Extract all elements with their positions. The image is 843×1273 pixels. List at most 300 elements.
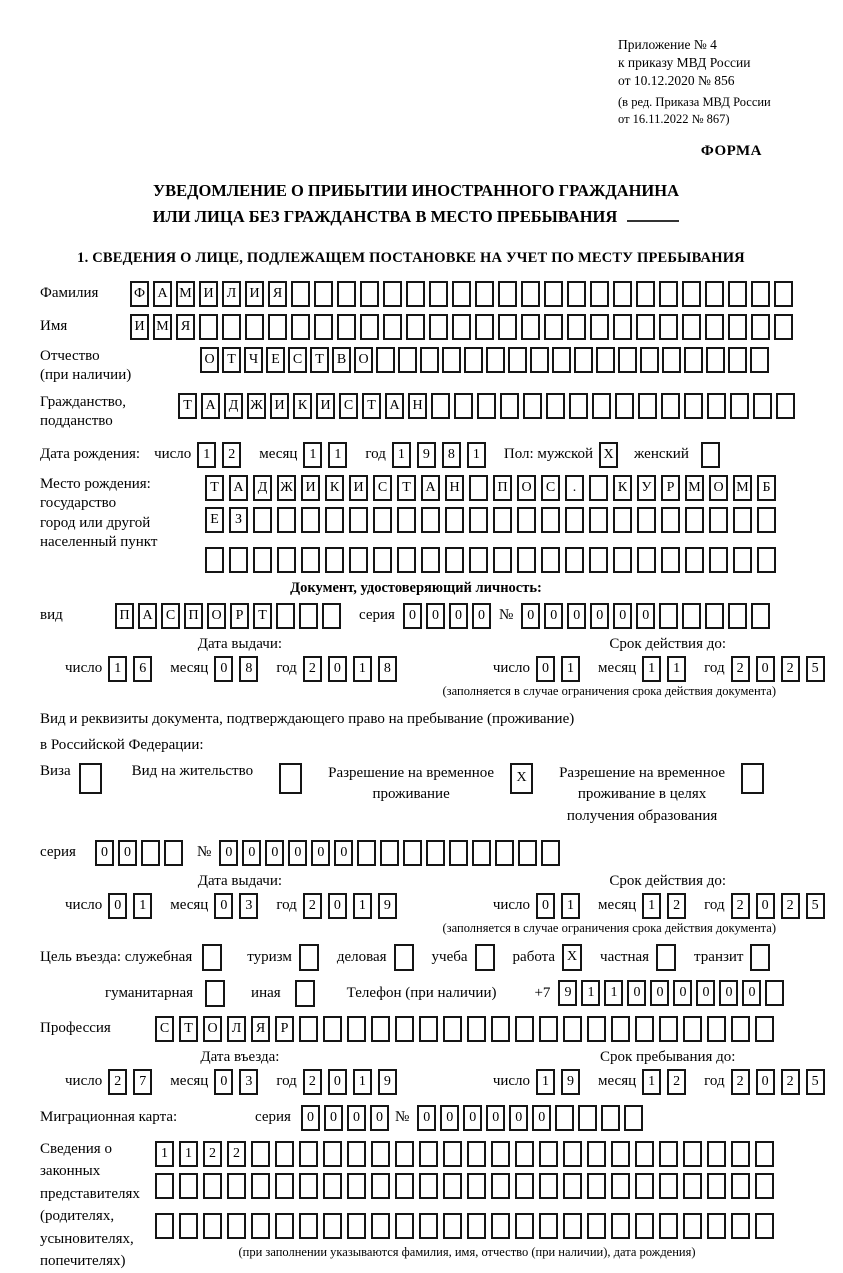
form-cell[interactable] [299, 1213, 318, 1239]
form-cell[interactable]: 1 [604, 980, 623, 1006]
form-cell[interactable] [728, 347, 747, 373]
form-cell[interactable] [469, 475, 488, 501]
form-cell[interactable]: Ч [244, 347, 263, 373]
form-cell[interactable]: О [200, 347, 219, 373]
form-cell[interactable] [517, 507, 536, 533]
form-cell[interactable]: Ж [277, 475, 296, 501]
form-cell[interactable]: О [203, 1016, 222, 1042]
form-cell[interactable] [397, 507, 416, 533]
form-cell[interactable] [741, 763, 764, 794]
form-cell[interactable]: А [229, 475, 248, 501]
form-cell[interactable]: 1 [561, 893, 580, 919]
form-cell[interactable] [539, 1016, 558, 1042]
form-cell[interactable] [656, 944, 676, 971]
form-cell[interactable]: А [385, 393, 404, 419]
form-cell[interactable] [728, 603, 747, 629]
form-cell[interactable]: 0 [472, 603, 491, 629]
form-cell[interactable] [682, 603, 701, 629]
form-cell[interactable] [636, 314, 655, 340]
form-cell[interactable] [751, 603, 770, 629]
form-cell[interactable]: И [316, 393, 335, 419]
form-cell[interactable] [563, 1173, 582, 1199]
form-cell[interactable]: П [184, 603, 203, 629]
form-cell[interactable] [431, 393, 450, 419]
form-cell[interactable] [301, 547, 320, 573]
form-cell[interactable] [299, 1141, 318, 1167]
form-cell[interactable]: 0 [719, 980, 738, 1006]
form-cell[interactable] [541, 507, 560, 533]
form-cell[interactable]: 9 [558, 980, 577, 1006]
form-cell[interactable] [373, 507, 392, 533]
form-cell[interactable]: 1 [179, 1141, 198, 1167]
form-cell[interactable]: 1 [353, 1069, 372, 1095]
form-cell[interactable]: Р [661, 475, 680, 501]
form-cell[interactable] [419, 1173, 438, 1199]
form-cell[interactable]: М [685, 475, 704, 501]
form-cell[interactable]: 3 [239, 893, 258, 919]
form-cell[interactable] [707, 1016, 726, 1042]
form-cell[interactable] [765, 980, 784, 1006]
form-cell[interactable]: 1 [536, 1069, 555, 1095]
form-cell[interactable] [684, 347, 703, 373]
form-cell[interactable] [406, 314, 425, 340]
form-cell[interactable] [730, 393, 749, 419]
form-cell[interactable]: 8 [442, 442, 461, 468]
form-cell[interactable] [349, 507, 368, 533]
form-cell[interactable] [539, 1213, 558, 1239]
form-cell[interactable] [325, 547, 344, 573]
form-cell[interactable] [613, 507, 632, 533]
form-cell[interactable]: М [176, 281, 195, 307]
form-cell[interactable] [164, 840, 183, 866]
form-cell[interactable]: 2 [303, 656, 322, 682]
form-cell[interactable] [251, 1213, 270, 1239]
form-cell[interactable] [202, 944, 222, 971]
form-cell[interactable]: 0 [544, 603, 563, 629]
form-cell[interactable] [376, 347, 395, 373]
form-cell[interactable]: Т [178, 393, 197, 419]
form-cell[interactable] [277, 547, 296, 573]
form-cell[interactable]: 7 [133, 1069, 152, 1095]
form-cell[interactable]: А [201, 393, 220, 419]
form-cell[interactable] [445, 547, 464, 573]
form-cell[interactable]: 1 [133, 893, 152, 919]
form-cell[interactable] [395, 1173, 414, 1199]
form-cell[interactable] [464, 347, 483, 373]
form-cell[interactable] [555, 1105, 574, 1131]
form-cell[interactable]: В [332, 347, 351, 373]
form-cell[interactable]: 0 [214, 1069, 233, 1095]
form-cell[interactable] [357, 840, 376, 866]
form-cell[interactable]: 1 [642, 893, 661, 919]
form-cell[interactable] [380, 840, 399, 866]
form-cell[interactable]: 1 [667, 656, 686, 682]
form-cell[interactable] [291, 281, 310, 307]
form-cell[interactable] [774, 314, 793, 340]
form-cell[interactable]: 0 [650, 980, 669, 1006]
form-cell[interactable] [544, 314, 563, 340]
form-cell[interactable] [521, 314, 540, 340]
form-cell[interactable] [373, 547, 392, 573]
form-cell[interactable] [493, 507, 512, 533]
form-cell[interactable]: 5 [806, 656, 825, 682]
form-cell[interactable]: 0 [328, 1069, 347, 1095]
form-cell[interactable]: 0 [214, 893, 233, 919]
form-cell[interactable] [323, 1141, 342, 1167]
form-cell[interactable] [661, 507, 680, 533]
form-cell[interactable] [637, 547, 656, 573]
form-cell[interactable]: З [229, 507, 248, 533]
form-cell[interactable] [179, 1173, 198, 1199]
form-cell[interactable] [705, 603, 724, 629]
form-cell[interactable]: Я [268, 281, 287, 307]
form-cell[interactable] [707, 1141, 726, 1167]
form-cell[interactable]: 1 [467, 442, 486, 468]
form-cell[interactable]: Н [408, 393, 427, 419]
form-cell[interactable] [275, 1141, 294, 1167]
form-cell[interactable] [275, 1213, 294, 1239]
form-cell[interactable] [276, 603, 295, 629]
form-cell[interactable]: С [541, 475, 560, 501]
form-cell[interactable] [203, 1173, 222, 1199]
form-cell[interactable] [589, 507, 608, 533]
form-cell[interactable] [469, 507, 488, 533]
form-cell[interactable] [268, 314, 287, 340]
form-cell[interactable] [755, 1016, 774, 1042]
form-cell[interactable] [429, 314, 448, 340]
form-cell[interactable]: 0 [118, 840, 137, 866]
form-cell[interactable]: 0 [214, 656, 233, 682]
form-cell[interactable]: 1 [197, 442, 216, 468]
form-cell[interactable] [491, 1213, 510, 1239]
form-cell[interactable]: 0 [324, 1105, 343, 1131]
form-cell[interactable] [498, 281, 517, 307]
form-cell[interactable]: 9 [378, 1069, 397, 1095]
form-cell[interactable] [79, 763, 102, 794]
form-cell[interactable] [544, 281, 563, 307]
form-cell[interactable]: К [325, 475, 344, 501]
form-cell[interactable]: Е [205, 507, 224, 533]
form-cell[interactable] [360, 314, 379, 340]
form-cell[interactable] [589, 475, 608, 501]
form-cell[interactable] [683, 1213, 702, 1239]
form-cell[interactable]: 2 [731, 656, 750, 682]
form-cell[interactable] [395, 1141, 414, 1167]
form-cell[interactable] [227, 1173, 246, 1199]
form-cell[interactable]: 0 [756, 1069, 775, 1095]
form-cell[interactable] [467, 1016, 486, 1042]
form-cell[interactable] [179, 1213, 198, 1239]
form-cell[interactable]: С [373, 475, 392, 501]
form-cell[interactable]: 0 [426, 603, 445, 629]
form-cell[interactable]: Л [227, 1016, 246, 1042]
form-cell[interactable] [755, 1173, 774, 1199]
form-cell[interactable]: И [301, 475, 320, 501]
form-cell[interactable]: 1 [155, 1141, 174, 1167]
form-cell[interactable] [590, 281, 609, 307]
form-cell[interactable] [141, 840, 160, 866]
form-cell[interactable] [323, 1173, 342, 1199]
form-cell[interactable]: Ж [247, 393, 266, 419]
form-cell[interactable] [659, 1141, 678, 1167]
form-cell[interactable] [733, 507, 752, 533]
form-cell[interactable]: Д [253, 475, 272, 501]
form-cell[interactable] [757, 547, 776, 573]
form-cell[interactable] [360, 281, 379, 307]
form-cell[interactable]: А [138, 603, 157, 629]
form-cell[interactable] [277, 507, 296, 533]
form-cell[interactable]: X [562, 944, 582, 971]
form-cell[interactable] [705, 314, 724, 340]
form-cell[interactable]: И [245, 281, 264, 307]
form-cell[interactable] [750, 347, 769, 373]
form-cell[interactable] [569, 393, 588, 419]
form-cell[interactable] [515, 1141, 534, 1167]
form-cell[interactable] [301, 507, 320, 533]
form-cell[interactable] [395, 1016, 414, 1042]
form-cell[interactable]: 1 [642, 1069, 661, 1095]
form-cell[interactable] [299, 603, 318, 629]
form-cell[interactable] [291, 314, 310, 340]
form-cell[interactable]: 1 [642, 656, 661, 682]
form-cell[interactable] [733, 547, 752, 573]
form-cell[interactable]: И [199, 281, 218, 307]
form-cell[interactable] [728, 314, 747, 340]
form-cell[interactable] [429, 281, 448, 307]
form-cell[interactable] [563, 1016, 582, 1042]
form-cell[interactable]: 2 [222, 442, 241, 468]
form-cell[interactable]: 0 [590, 603, 609, 629]
form-cell[interactable] [755, 1213, 774, 1239]
form-cell[interactable] [709, 507, 728, 533]
form-cell[interactable]: Т [179, 1016, 198, 1042]
form-cell[interactable] [618, 347, 637, 373]
form-cell[interactable] [757, 507, 776, 533]
form-cell[interactable] [567, 281, 586, 307]
form-cell[interactable]: С [161, 603, 180, 629]
form-cell[interactable] [426, 840, 445, 866]
form-cell[interactable]: 1 [392, 442, 411, 468]
form-cell[interactable] [394, 944, 414, 971]
form-cell[interactable] [203, 1213, 222, 1239]
form-cell[interactable]: Т [362, 393, 381, 419]
form-cell[interactable]: 0 [449, 603, 468, 629]
form-cell[interactable] [443, 1141, 462, 1167]
form-cell[interactable]: 2 [203, 1141, 222, 1167]
form-cell[interactable] [539, 1173, 558, 1199]
form-cell[interactable] [299, 1016, 318, 1042]
form-cell[interactable]: Д [224, 393, 243, 419]
form-cell[interactable]: . [565, 475, 584, 501]
form-cell[interactable] [371, 1141, 390, 1167]
form-cell[interactable] [421, 507, 440, 533]
form-cell[interactable] [443, 1016, 462, 1042]
form-cell[interactable]: 0 [219, 840, 238, 866]
form-cell[interactable] [611, 1173, 630, 1199]
form-cell[interactable] [635, 1016, 654, 1042]
form-cell[interactable] [683, 1141, 702, 1167]
form-cell[interactable] [701, 442, 720, 468]
form-cell[interactable]: Т [397, 475, 416, 501]
form-cell[interactable]: И [270, 393, 289, 419]
form-cell[interactable] [498, 314, 517, 340]
form-cell[interactable] [613, 281, 632, 307]
form-cell[interactable] [452, 314, 471, 340]
form-cell[interactable] [587, 1213, 606, 1239]
form-cell[interactable] [443, 1173, 462, 1199]
form-cell[interactable] [515, 1016, 534, 1042]
form-cell[interactable] [637, 507, 656, 533]
form-cell[interactable]: 0 [463, 1105, 482, 1131]
form-cell[interactable]: С [339, 393, 358, 419]
form-cell[interactable] [493, 547, 512, 573]
form-cell[interactable] [347, 1016, 366, 1042]
form-cell[interactable] [155, 1213, 174, 1239]
form-cell[interactable] [753, 393, 772, 419]
form-cell[interactable]: 2 [303, 893, 322, 919]
form-cell[interactable] [546, 393, 565, 419]
form-cell[interactable] [383, 314, 402, 340]
form-cell[interactable] [611, 1213, 630, 1239]
form-cell[interactable] [596, 347, 615, 373]
form-cell[interactable]: 0 [95, 840, 114, 866]
form-cell[interactable]: 9 [561, 1069, 580, 1095]
form-cell[interactable] [475, 281, 494, 307]
form-cell[interactable] [587, 1173, 606, 1199]
form-cell[interactable] [636, 281, 655, 307]
form-cell[interactable]: 0 [567, 603, 586, 629]
form-cell[interactable]: 1 [353, 893, 372, 919]
form-cell[interactable] [452, 281, 471, 307]
form-cell[interactable]: X [510, 763, 533, 794]
form-cell[interactable] [587, 1016, 606, 1042]
form-cell[interactable]: 6 [133, 656, 152, 682]
form-cell[interactable] [403, 840, 422, 866]
form-cell[interactable]: 0 [288, 840, 307, 866]
form-cell[interactable] [322, 603, 341, 629]
form-cell[interactable] [611, 1141, 630, 1167]
form-cell[interactable]: Я [176, 314, 195, 340]
form-cell[interactable]: Е [266, 347, 285, 373]
form-cell[interactable] [155, 1173, 174, 1199]
form-cell[interactable] [515, 1173, 534, 1199]
form-cell[interactable] [467, 1213, 486, 1239]
form-cell[interactable] [337, 281, 356, 307]
form-cell[interactable] [563, 1141, 582, 1167]
form-cell[interactable] [245, 314, 264, 340]
form-cell[interactable] [323, 1213, 342, 1239]
form-cell[interactable] [398, 347, 417, 373]
form-cell[interactable] [683, 1016, 702, 1042]
form-cell[interactable] [707, 1213, 726, 1239]
form-cell[interactable]: 1 [328, 442, 347, 468]
form-cell[interactable] [371, 1213, 390, 1239]
form-cell[interactable] [205, 980, 225, 1007]
form-cell[interactable]: О [354, 347, 373, 373]
form-cell[interactable]: 1 [353, 656, 372, 682]
form-cell[interactable] [314, 281, 333, 307]
form-cell[interactable]: 2 [667, 893, 686, 919]
form-cell[interactable] [707, 393, 726, 419]
form-cell[interactable]: 0 [370, 1105, 389, 1131]
form-cell[interactable]: 0 [627, 980, 646, 1006]
form-cell[interactable] [590, 314, 609, 340]
form-cell[interactable] [541, 547, 560, 573]
form-cell[interactable] [601, 1105, 620, 1131]
form-cell[interactable] [565, 547, 584, 573]
form-cell[interactable]: С [155, 1016, 174, 1042]
form-cell[interactable] [635, 1141, 654, 1167]
form-cell[interactable] [253, 507, 272, 533]
form-cell[interactable]: Т [253, 603, 272, 629]
form-cell[interactable]: 0 [742, 980, 761, 1006]
form-cell[interactable]: 0 [636, 603, 655, 629]
form-cell[interactable] [706, 347, 725, 373]
form-cell[interactable]: 0 [509, 1105, 528, 1131]
form-cell[interactable] [521, 281, 540, 307]
form-cell[interactable] [421, 547, 440, 573]
form-cell[interactable] [728, 281, 747, 307]
form-cell[interactable] [406, 281, 425, 307]
form-cell[interactable] [685, 507, 704, 533]
form-cell[interactable]: 5 [806, 1069, 825, 1095]
form-cell[interactable]: О [709, 475, 728, 501]
form-cell[interactable] [295, 980, 315, 1007]
form-cell[interactable] [371, 1016, 390, 1042]
form-cell[interactable] [445, 507, 464, 533]
form-cell[interactable] [299, 1173, 318, 1199]
form-cell[interactable] [477, 393, 496, 419]
form-cell[interactable]: 0 [521, 603, 540, 629]
form-cell[interactable] [491, 1141, 510, 1167]
form-cell[interactable]: 0 [311, 840, 330, 866]
form-cell[interactable] [467, 1141, 486, 1167]
form-cell[interactable]: 2 [731, 1069, 750, 1095]
form-cell[interactable] [659, 1213, 678, 1239]
form-cell[interactable] [419, 1141, 438, 1167]
form-cell[interactable]: 0 [334, 840, 353, 866]
form-cell[interactable] [565, 507, 584, 533]
form-cell[interactable] [552, 347, 571, 373]
form-cell[interactable] [751, 314, 770, 340]
form-cell[interactable] [709, 547, 728, 573]
form-cell[interactable] [592, 393, 611, 419]
form-cell[interactable]: М [733, 475, 752, 501]
form-cell[interactable] [589, 547, 608, 573]
form-cell[interactable]: 0 [696, 980, 715, 1006]
form-cell[interactable]: К [613, 475, 632, 501]
form-cell[interactable]: 0 [536, 656, 555, 682]
form-cell[interactable] [539, 1141, 558, 1167]
form-cell[interactable]: 0 [301, 1105, 320, 1131]
form-cell[interactable] [253, 547, 272, 573]
form-cell[interactable]: И [349, 475, 368, 501]
form-cell[interactable]: Т [310, 347, 329, 373]
form-cell[interactable] [613, 547, 632, 573]
form-cell[interactable]: 0 [756, 893, 775, 919]
form-cell[interactable] [683, 1173, 702, 1199]
form-cell[interactable] [420, 347, 439, 373]
form-cell[interactable]: Н [445, 475, 464, 501]
form-cell[interactable] [613, 314, 632, 340]
form-cell[interactable] [731, 1141, 750, 1167]
form-cell[interactable] [491, 1173, 510, 1199]
form-cell[interactable] [774, 281, 793, 307]
form-cell[interactable]: 0 [756, 656, 775, 682]
form-cell[interactable] [684, 393, 703, 419]
form-cell[interactable] [615, 393, 634, 419]
form-cell[interactable] [685, 547, 704, 573]
